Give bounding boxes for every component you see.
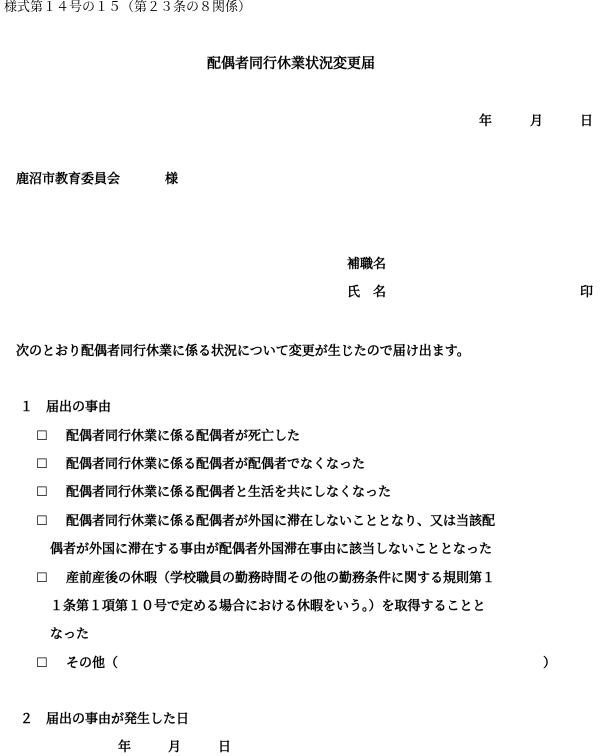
date-year-label: 年 — [479, 114, 493, 129]
checkbox[interactable]: ☐ — [36, 429, 48, 444]
checkbox[interactable]: ☐ — [36, 457, 48, 472]
reason-text: 配偶者同行休業に係る配偶者と生活を共にしなくなった — [66, 485, 392, 500]
reason-text-continued: 偶者が外国に滞在する事由が配偶者外国滞在事由に該当しないこととなった — [50, 542, 493, 557]
reason-text: 配偶者同行休業に係る配偶者が配偶者でなくなった — [66, 457, 366, 472]
position-label: 補職名 — [347, 257, 387, 272]
section-1-heading: １ 届出の事由 — [20, 400, 112, 415]
occurrence-day-label: 日 — [218, 740, 232, 755]
checkbox[interactable]: ☐ — [36, 485, 48, 500]
form-number: 様式第１４号の１５（第２３条の８関係） — [4, 0, 252, 15]
reason-text: 産前産後の休暇（学校職員の勤務時間その他の勤務条件に関する規則第１ — [66, 571, 496, 586]
occurrence-month-label: 月 — [168, 740, 182, 755]
reason-text-continued: １条第１項第１０号で定める場合における休暇をいう。）を取得することと — [50, 599, 486, 614]
document-title: 配偶者同行休業状況変更届 — [207, 56, 375, 72]
name-label: 氏 名 — [347, 285, 387, 300]
reason-text: 配偶者同行休業に係る配偶者が死亡した — [66, 429, 301, 444]
reason-text: その他（ — [66, 656, 119, 671]
other-close-paren: ） — [543, 656, 557, 671]
checkbox[interactable]: ☐ — [36, 656, 48, 671]
seal-mark: 印 — [580, 285, 594, 300]
addressee-honorific: 様 — [165, 172, 179, 187]
occurrence-year-label: 年 — [118, 740, 132, 755]
checkbox[interactable]: ☐ — [36, 514, 48, 529]
reason-text: 配偶者同行休業に係る配偶者が外国に滞在しないこととなり、又は当該配 — [66, 514, 496, 529]
reason-item — [36, 485, 391, 501]
reason-item — [36, 571, 495, 587]
date-day-label: 日 — [580, 114, 594, 129]
reason-item — [36, 514, 495, 530]
checkbox[interactable]: ☐ — [36, 571, 48, 586]
reason-item — [36, 429, 300, 445]
reason-text-continued: なった — [50, 627, 90, 642]
reason-item — [36, 656, 118, 672]
section-2-heading: ２ 届出の事由が発生した日 — [20, 712, 190, 727]
date-month-label: 月 — [530, 114, 544, 129]
intro-text: 次のとおり配偶者同行休業に係る状況について変更が生じたので届け出ます。 — [16, 344, 470, 359]
reason-item — [36, 457, 365, 473]
addressee-name: 鹿沼市教育委員会 — [16, 172, 121, 187]
